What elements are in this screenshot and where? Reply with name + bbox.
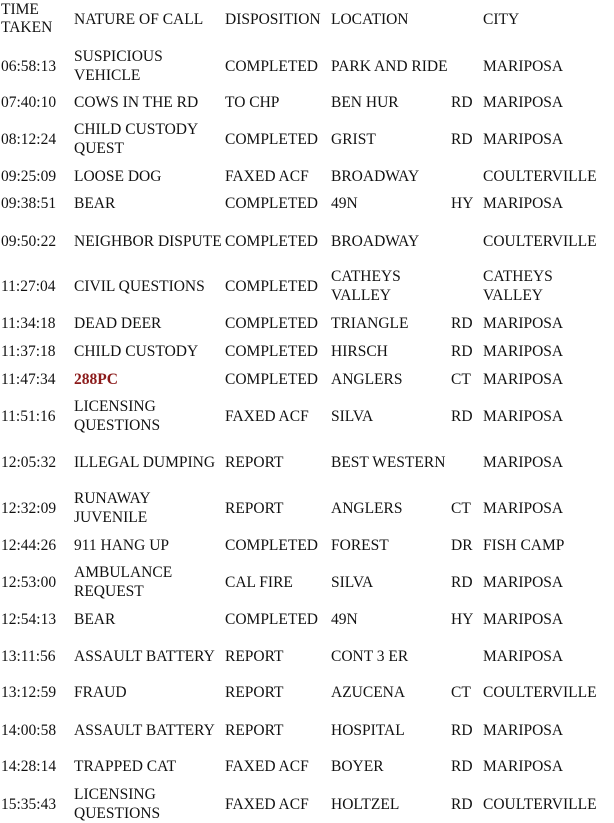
disposition-cell: COMPLETED [225, 537, 318, 554]
disposition-cell: FAXED ACF [225, 168, 309, 185]
location-cell: HOSPITAL [331, 722, 405, 739]
nature-cell: CHILD CUSTODY [74, 343, 199, 360]
street-suffix-cell: RD [451, 796, 473, 813]
disposition-cell: TO CHP [225, 94, 280, 111]
city-cell: MARIPOSA [483, 371, 564, 388]
location-cell: SILVA [331, 574, 374, 591]
disposition-cell: REPORT [225, 722, 284, 739]
street-suffix-cell: RD [451, 758, 473, 775]
street-suffix-cell: CT [451, 684, 471, 701]
header-time-taken: TIME TAKEN [1, 1, 53, 36]
disposition-cell: COMPLETED [225, 343, 318, 360]
location-cell: SILVA [331, 408, 374, 425]
time-cell: 13:11:56 [1, 648, 56, 665]
city-cell: MARIPOSA [483, 195, 564, 212]
time-cell: 12:53:00 [1, 574, 57, 591]
location-cell: 49N [331, 195, 358, 212]
disposition-cell: COMPLETED [225, 315, 318, 332]
location-cell: CATHEYS VALLEY [331, 268, 401, 304]
nature-cell: BEAR [74, 195, 116, 212]
location-cell: BEST WESTERN [331, 454, 446, 471]
disposition-cell: COMPLETED [225, 131, 318, 148]
time-cell: 11:34:18 [1, 315, 56, 332]
header-row [0, 0, 614, 44]
nature-cell: LICENSING QUESTIONS [74, 786, 161, 822]
disposition-cell: FAXED ACF [225, 796, 309, 813]
city-cell: COULTERVILLE [483, 684, 597, 701]
location-cell: BROADWAY [331, 168, 420, 185]
nature-cell: 288PC [74, 371, 118, 388]
city-cell: MARIPOSA [483, 315, 564, 332]
location-cell: ANGLERS [331, 500, 403, 517]
location-cell: AZUCENA [331, 684, 406, 701]
nature-cell: CIVIL QUESTIONS [74, 278, 205, 295]
disposition-cell: COMPLETED [225, 233, 318, 250]
disposition-cell: REPORT [225, 454, 284, 471]
city-cell: MARIPOSA [483, 343, 564, 360]
time-cell: 08:12:24 [1, 131, 57, 148]
city-cell: MARIPOSA [483, 648, 564, 665]
time-cell: 11:51:16 [1, 408, 56, 425]
city-cell: COULTERVILLE [483, 796, 597, 813]
city-cell: MARIPOSA [483, 611, 564, 628]
street-suffix-cell: RD [451, 722, 473, 739]
nature-cell: RUNAWAY JUVENILE [74, 490, 150, 526]
time-cell: 06:58:13 [1, 58, 57, 75]
location-cell: GRIST [331, 131, 376, 148]
header-location: LOCATION [331, 11, 409, 28]
time-cell: 12:44:26 [1, 537, 57, 554]
street-suffix-cell: CT [451, 371, 471, 388]
location-cell: BOYER [331, 758, 384, 775]
location-cell: CONT 3 ER [331, 648, 409, 665]
location-cell: PARK AND RIDE [331, 58, 448, 75]
nature-cell: DEAD DEER [74, 315, 162, 332]
location-cell: FOREST [331, 537, 389, 554]
time-cell: 09:38:51 [1, 195, 57, 212]
location-cell: TRIANGLE [331, 315, 409, 332]
location-cell: ANGLERS [331, 371, 403, 388]
disposition-cell: FAXED ACF [225, 758, 309, 775]
nature-cell: COWS IN THE RD [74, 94, 199, 111]
disposition-cell: COMPLETED [225, 371, 318, 388]
city-cell: MARIPOSA [483, 722, 564, 739]
nature-cell: LICENSING QUESTIONS [74, 398, 161, 434]
disposition-cell: COMPLETED [225, 611, 318, 628]
street-suffix-cell: RD [451, 343, 473, 360]
city-cell: MARIPOSA [483, 58, 564, 75]
city-cell: COULTERVILLE [483, 168, 597, 185]
nature-cell: BEAR [74, 611, 116, 628]
nature-cell: CHILD CUSTODY QUEST [74, 121, 198, 157]
disposition-cell: REPORT [225, 500, 284, 517]
location-cell: BEN HUR [331, 94, 399, 111]
street-suffix-cell: RD [451, 94, 473, 111]
city-cell: MARIPOSA [483, 94, 564, 111]
street-suffix-cell: RD [451, 315, 473, 332]
time-cell: 13:12:59 [1, 684, 57, 701]
time-cell: 11:47:34 [1, 371, 56, 388]
disposition-cell: CAL FIRE [225, 574, 293, 591]
city-cell: MARIPOSA [483, 500, 564, 517]
time-cell: 15:35:43 [1, 796, 57, 813]
street-suffix-cell: RD [451, 408, 473, 425]
time-cell: 14:28:14 [1, 758, 57, 775]
disposition-cell: COMPLETED [225, 278, 318, 295]
city-cell: CATHEYS VALLEY [483, 268, 553, 304]
nature-cell: SUSPICIOUS VEHICLE [74, 48, 163, 84]
disposition-cell: COMPLETED [225, 58, 318, 75]
nature-cell: NEIGHBOR DISPUTE [74, 233, 222, 250]
disposition-cell: REPORT [225, 648, 284, 665]
disposition-cell: FAXED ACF [225, 408, 309, 425]
city-cell: MARIPOSA [483, 758, 564, 775]
street-suffix-cell: HY [451, 611, 474, 628]
time-cell: 12:54:13 [1, 611, 57, 628]
time-cell: 12:32:09 [1, 500, 57, 517]
nature-cell: ILLEGAL DUMPING [74, 454, 216, 471]
city-cell: MARIPOSA [483, 574, 564, 591]
street-suffix-cell: RD [451, 574, 473, 591]
nature-cell: ASSAULT BATTERY [74, 648, 215, 665]
nature-cell: FRAUD [74, 684, 127, 701]
location-cell: HOLTZEL [331, 796, 400, 813]
city-cell: MARIPOSA [483, 131, 564, 148]
time-cell: 09:25:09 [1, 168, 57, 185]
header-disposition: DISPOSITION [225, 11, 321, 28]
nature-cell: TRAPPED CAT [74, 758, 177, 775]
nature-cell: ASSAULT BATTERY [74, 722, 215, 739]
location-cell: BROADWAY [331, 233, 420, 250]
disposition-cell: COMPLETED [225, 195, 318, 212]
time-cell: 11:37:18 [1, 343, 56, 360]
header-nature-of-call: NATURE OF CALL [74, 11, 204, 28]
nature-cell: AMBULANCE REQUEST [74, 564, 173, 600]
city-cell: MARIPOSA [483, 408, 564, 425]
nature-cell: LOOSE DOG [74, 168, 162, 185]
city-cell: MARIPOSA [483, 454, 564, 471]
header-city: CITY [483, 11, 520, 28]
time-cell: 14:00:58 [1, 722, 57, 739]
location-cell: HIRSCH [331, 343, 388, 360]
nature-cell: 911 HANG UP [74, 537, 170, 554]
street-suffix-cell: DR [451, 537, 473, 554]
city-cell: FISH CAMP [483, 537, 565, 554]
time-cell: 11:27:04 [1, 278, 56, 295]
location-cell: 49N [331, 611, 358, 628]
street-suffix-cell: RD [451, 131, 473, 148]
time-cell: 07:40:10 [1, 94, 57, 111]
street-suffix-cell: HY [451, 195, 474, 212]
time-cell: 12:05:32 [1, 454, 57, 471]
city-cell: COULTERVILLE [483, 233, 597, 250]
street-suffix-cell: CT [451, 500, 471, 517]
disposition-cell: REPORT [225, 684, 284, 701]
time-cell: 09:50:22 [1, 233, 57, 250]
